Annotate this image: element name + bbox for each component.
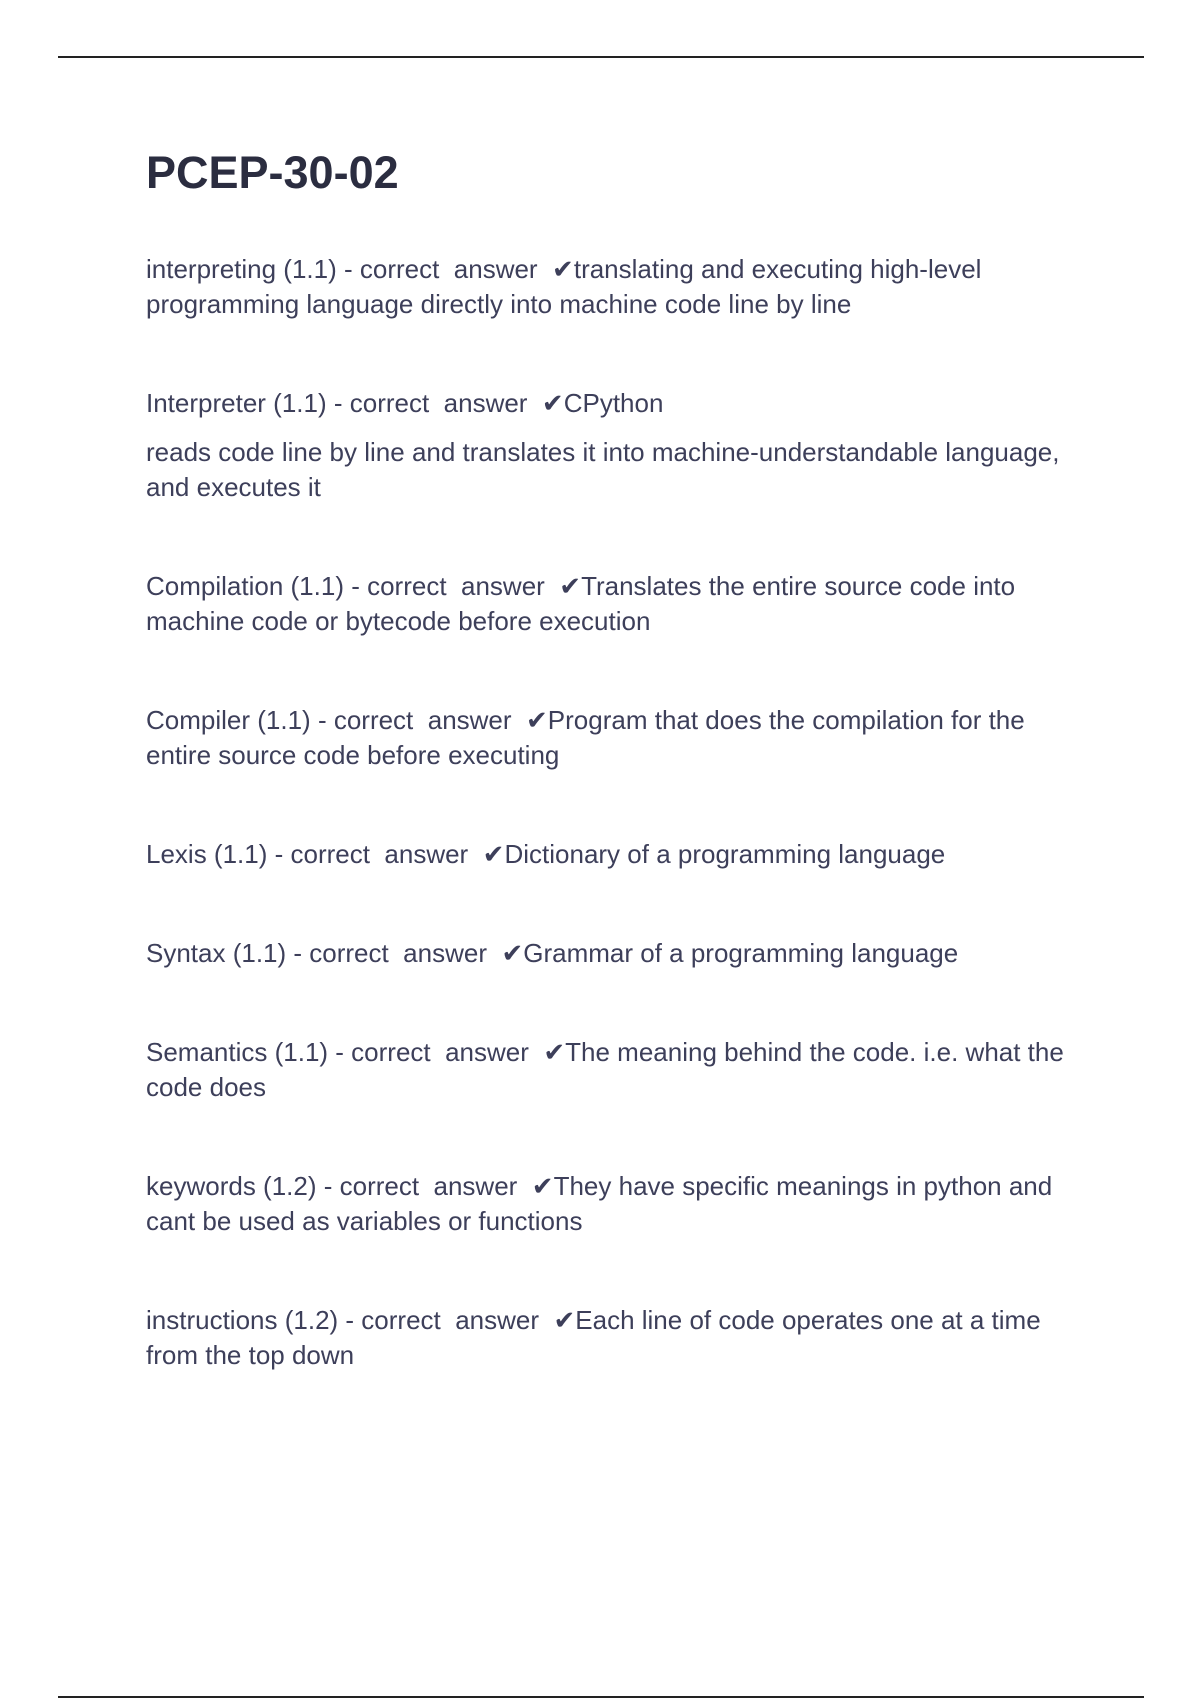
check-icon: ✔	[526, 705, 548, 735]
check-icon: ✔	[543, 1037, 566, 1067]
check-icon: ✔	[501, 938, 524, 968]
entry-interpreter	[146, 386, 1096, 505]
entry-keywords	[146, 1169, 1096, 1239]
entry-separator: - correct answer	[336, 254, 553, 284]
entry-term: interpreting (1.1)	[146, 254, 337, 284]
entry-term: keywords (1.2)	[146, 1171, 317, 1201]
bottom-rule	[58, 1696, 1144, 1698]
entry-compiler	[146, 703, 1096, 773]
entry-interpreting	[146, 252, 1096, 322]
check-icon: ✔	[552, 254, 574, 284]
entry-compilation	[146, 569, 1096, 639]
entry-answer: Grammar of a programming language	[523, 938, 959, 968]
entry-answer: Each line of code operates one at a time from the top down	[146, 1305, 1041, 1370]
check-icon: ✔	[553, 1305, 576, 1335]
entry-separator: - correct answer	[338, 1305, 554, 1335]
entry-syntax	[146, 936, 1096, 971]
entry-term: Compiler (1.1)	[146, 705, 311, 735]
entry-term: instructions (1.2)	[146, 1305, 339, 1335]
check-icon: ✔	[559, 571, 582, 601]
entry-separator: - correct answer	[316, 1171, 532, 1201]
entry-continuation: reads code line by line and translates it into machine-understandable language, and executes it	[146, 437, 1060, 502]
entry-answer: Dictionary of a programming language	[504, 839, 946, 869]
entry-term: Interpreter (1.1)	[146, 388, 327, 418]
entry-term: Semantics (1.1)	[146, 1037, 329, 1067]
check-icon: ✔	[531, 1171, 554, 1201]
entry-answer: translating and executing high-level programming language directly into machine code line by line	[146, 254, 982, 319]
check-icon: ✔	[541, 388, 564, 418]
entry-separator: - correct answer	[328, 1037, 544, 1067]
top-rule	[58, 56, 1144, 58]
entry-separator: - correct answer	[310, 705, 526, 735]
page-title: PCEP-30-02	[146, 147, 399, 198]
entry-separator: - correct answer	[343, 571, 560, 601]
entry-instructions	[146, 1303, 1096, 1373]
entry-term: Compilation (1.1)	[146, 571, 344, 601]
entry-answer: Translates the entire source code into machine code or bytecode before execution	[146, 571, 1016, 636]
entry-separator: - correct answer	[286, 938, 502, 968]
entry-answer: They have specific meanings in python and cant be used as variables or functions	[146, 1171, 1053, 1236]
entry-answer: Program that does the compilation for the entire source code before executing	[146, 705, 1025, 770]
entry-separator: - correct answer	[267, 839, 483, 869]
document-body	[146, 144, 1096, 1373]
entry-term: Syntax (1.1)	[146, 938, 287, 968]
check-icon: ✔	[482, 839, 505, 869]
entry-lexis	[146, 837, 1096, 872]
entry-separator: - correct answer	[326, 388, 542, 418]
entry-term: Lexis (1.1)	[146, 839, 268, 869]
entry-answer: CPython	[563, 388, 664, 418]
entry-semantics	[146, 1035, 1096, 1105]
entry-answer: The meaning behind the code. i.e. what the code does	[146, 1037, 1064, 1102]
